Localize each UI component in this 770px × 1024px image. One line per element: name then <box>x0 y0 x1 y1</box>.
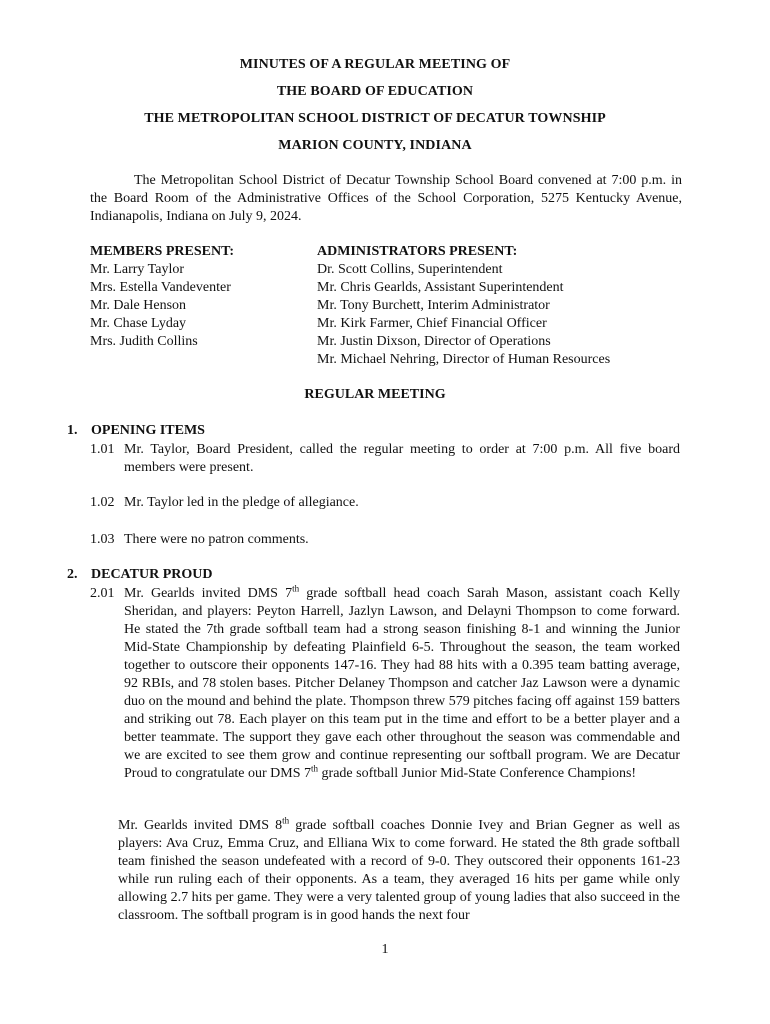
agenda-item-1-01 <box>90 441 680 477</box>
members-heading: MEMBERS PRESENT: <box>90 244 235 259</box>
item-text-part: grade softball Junior Mid-State Conference Champions! <box>318 766 637 781</box>
agenda-item-1-02 <box>90 494 680 512</box>
administrator-name: Mr. Chris Gearlds, Assistant Superintendent <box>317 280 564 295</box>
item-number: 1.01 <box>90 442 115 457</box>
agenda-item-1-03 <box>90 531 680 549</box>
paragraph-text-part: grade softball coaches Donnie Ivey and Brian Gegner as well as players: Ava Cruz, Emma Cruz, and Elliana Wix to come forward. He stated the 8th grade softball team finished the season undefeated with a record of 9-0. They outscored their opponents 161-23 while run ruling each of their opponents. As a team, they averaged 16 hits per game while only allowing 2.7 hits per game. They were a very talented group of young ladies that also succeed in the classroom. The softball program is in good hands the next four <box>118 818 680 923</box>
administrator-name: Mr. Justin Dixson, Director of Operations <box>317 334 551 349</box>
paragraph-text-part: Mr. Gearlds invited DMS 8 <box>118 818 283 833</box>
administrator-name: Mr. Kirk Farmer, Chief Financial Officer <box>317 316 547 331</box>
section-number: 2. <box>67 567 78 582</box>
administrators-present-list <box>317 243 610 369</box>
section-heading-decatur-proud <box>67 567 212 583</box>
ordinal-suffix: th <box>311 763 319 774</box>
item-text: There were no patron comments. <box>124 532 309 547</box>
member-name: Mr. Larry Taylor <box>90 262 185 277</box>
item-text <box>90 585 680 783</box>
member-name: Mrs. Judith Collins <box>90 334 198 349</box>
administrator-name: Mr. Tony Burchett, Interim Administrator <box>317 298 550 313</box>
agenda-item-2-01 <box>90 585 680 783</box>
page-number: 1 <box>381 942 389 957</box>
item-text: Mr. Taylor led in the pledge of allegiance. <box>124 495 359 510</box>
document-title-line-3: THE METROPOLITAN SCHOOL DISTRICT OF DECATUR TOWNSHIP <box>144 111 606 126</box>
members-present-list <box>90 243 234 351</box>
intro-paragraph: The Metropolitan School District of Decatur Township School Board convened at 7:00 p.m. in the Board Room of the Administrative Offices of the School Corporation, 5275 Kentucky Avenue, Indianapolis, Indiana on July 9, 2024. <box>90 173 682 224</box>
item-number: 1.03 <box>90 532 115 547</box>
section-number: 1. <box>67 423 78 438</box>
document-title-line-1: MINUTES OF A REGULAR MEETING OF <box>239 57 511 72</box>
item-number: 2.01 <box>90 586 115 601</box>
section-title: OPENING ITEMS <box>91 423 205 438</box>
administrator-name: Mr. Michael Nehring, Director of Human Resources <box>317 352 611 367</box>
administrator-name: Dr. Scott Collins, Superintendent <box>317 262 503 277</box>
member-name: Mr. Dale Henson <box>90 298 187 313</box>
ordinal-suffix: th <box>292 583 300 594</box>
ordinal-suffix: th <box>282 815 290 826</box>
section-title: DECATUR PROUD <box>91 567 213 582</box>
document-title-line-4: MARION COUNTY, INDIANA <box>278 138 472 153</box>
section-heading-opening-items <box>67 423 205 439</box>
item-text-part: grade softball head coach Sarah Mason, assistant coach Kelly Sheridan, and players: Peyton Harrell, Jazlyn Lawson, and Delayni Thompson to come forward. He stated the 7th grade softball team had a strong season finishing 8-1 and winning the Junior Mid-State Championship by defeating Plainfield 6-5. Throughout the season, the team worked together to outscore their opponents 147-16. They had 88 hits with a 0.395 team batting average, 92 RBIs, and 78 stolen bases. Pitcher Delaney Thompson and catcher Jaz Lawson were a dynamic duo on the mound and behind the plate. Thompson threw 579 pitches facing off against 159 batters and striking out 78. Each player on this team put in the time and effort to be a better player and a better teammate. The support they gave each other throughout the season was commendable and we are excited to see them grow and continue representing our softball program. We are Decatur Proud to congratulate our DMS 7 <box>124 586 681 781</box>
item-number: 1.02 <box>90 495 115 510</box>
member-name: Mrs. Estella Vandeventer <box>90 280 231 295</box>
regular-meeting-heading: REGULAR MEETING <box>304 387 446 402</box>
document-title-line-2: THE BOARD OF EDUCATION <box>276 84 474 99</box>
member-name: Mr. Chase Lyday <box>90 316 187 331</box>
paragraph-8th-grade-softball <box>118 817 680 925</box>
item-text: Mr. Taylor, Board President, called the regular meeting to order at 7:00 p.m. All five board members were present. <box>124 442 680 475</box>
item-text-part: Mr. Gearlds invited DMS 7 <box>124 586 293 601</box>
administrators-heading: ADMINISTRATORS PRESENT: <box>317 244 518 259</box>
